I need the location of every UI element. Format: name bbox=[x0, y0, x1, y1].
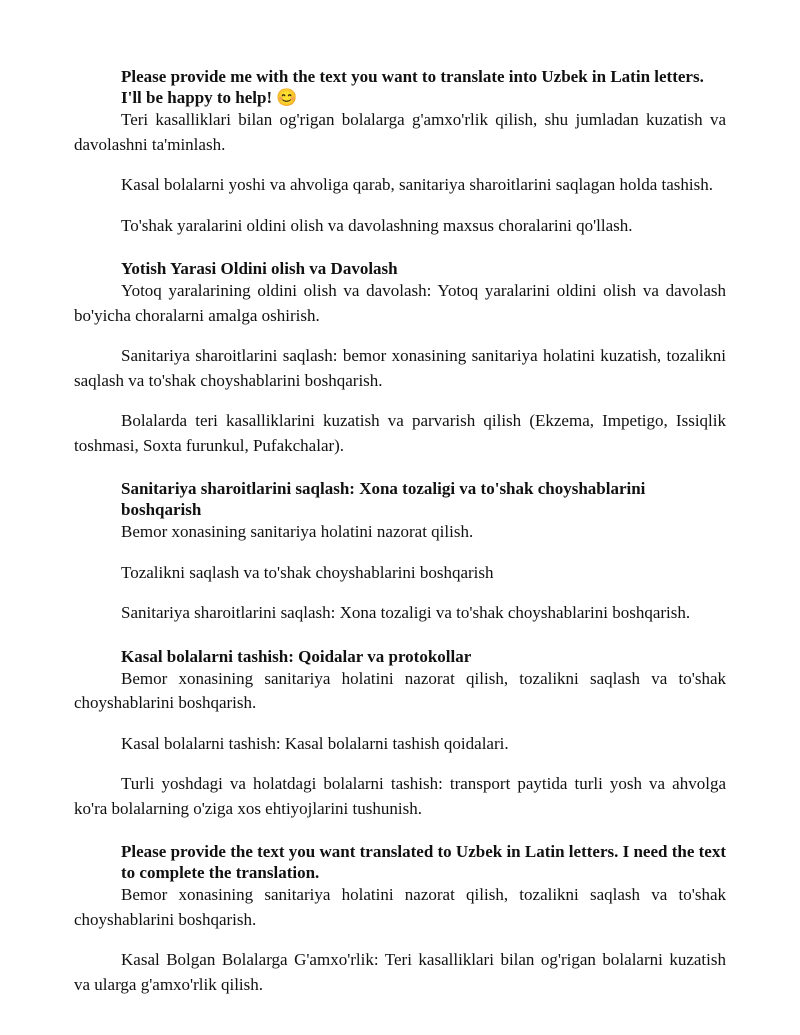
document-page bbox=[74, 66, 726, 997]
paragraph: Turli yoshdagi va holatdagi bolalarni tashish: transport paytida turli yosh va ahvolga ko'ra bolalarning o'ziga xos ehtiyojlarini tushunish. bbox=[74, 774, 726, 818]
paragraph: To'shak yaralarini oldini olish va davolashning maxsus choralarini qo'llash. bbox=[121, 215, 633, 235]
paragraph: Bemor xonasining sanitariya holatini nazorat qilish, tozalikni saqlash va to'shak choyshablarini boshqarish. bbox=[74, 885, 726, 929]
paragraph: Sanitariya sharoitlarini saqlash: bemor xonasining sanitariya holatini kuzatish, tozalikni saqlash va to'shak choyshablarini boshqarish. bbox=[74, 346, 726, 390]
section-heading: Yotish Yarasi Oldini olish va Davolash bbox=[121, 259, 398, 278]
section-3 bbox=[74, 478, 726, 626]
section-heading: Please provide the text you want translated to Uzbek in Latin letters. I need the text to complete the translation. bbox=[121, 842, 727, 882]
paragraph: Kasal Bolgan Bolalarga G'amxo'rlik: Teri kasalliklari bilan og'rigan bolalarni kuzatish va ularga g'amxo'rlik qilish. bbox=[74, 950, 726, 994]
section-2 bbox=[74, 258, 726, 458]
section-5 bbox=[74, 841, 726, 997]
paragraph: Bemor xonasining sanitariya holatini nazorat qilish. bbox=[121, 522, 474, 541]
section-4 bbox=[74, 646, 726, 822]
section-heading: Sanitariya sharoitlarini saqlash: Xona tozaligi va to'shak choyshablarini boshqarish bbox=[121, 479, 646, 519]
paragraph: Yotoq yaralarining oldini olish va davolash: Yotoq yaralarini oldini olish va davolash bo'yicha choralarni amalga oshirish. bbox=[74, 281, 726, 325]
paragraph: Tozalikni saqlash va to'shak choyshablarini boshqarish bbox=[121, 562, 494, 582]
paragraph: Bolalarda teri kasalliklarini kuzatish va parvarish qilish (Ekzema, Impetigo, Issiqlik toshmasi, Soxta furunkul, Pufakchalar). bbox=[74, 411, 726, 455]
paragraph: Teri kasalliklari bilan og'rigan bolalarga g'amxo'rlik qilish, shu jumladan kuzatish va davolashni ta'minlash. bbox=[74, 110, 726, 154]
paragraph: Kasal bolalarni tashish: Kasal bolalarni tashish qoidalari. bbox=[121, 733, 509, 753]
section-heading: Kasal bolalarni tashish: Qoidalar va protokollar bbox=[121, 646, 472, 666]
section-heading: Please provide me with the text you want to translate into Uzbek in Latin letters. I'll be happy to help! 😊 bbox=[121, 67, 704, 107]
paragraph: Bemor xonasining sanitariya holatini nazorat qilish, tozalikni saqlash va to'shak choyshablarini boshqarish. bbox=[74, 668, 726, 712]
section-1 bbox=[74, 66, 726, 238]
paragraph: Kasal bolalarni yoshi va ahvoliga qarab, sanitariya sharoitlarini saqlagan holda tashish. bbox=[121, 175, 713, 194]
paragraph: Sanitariya sharoitlarini saqlash: Xona tozaligi va to'shak choyshablarini boshqarish. bbox=[121, 603, 691, 622]
